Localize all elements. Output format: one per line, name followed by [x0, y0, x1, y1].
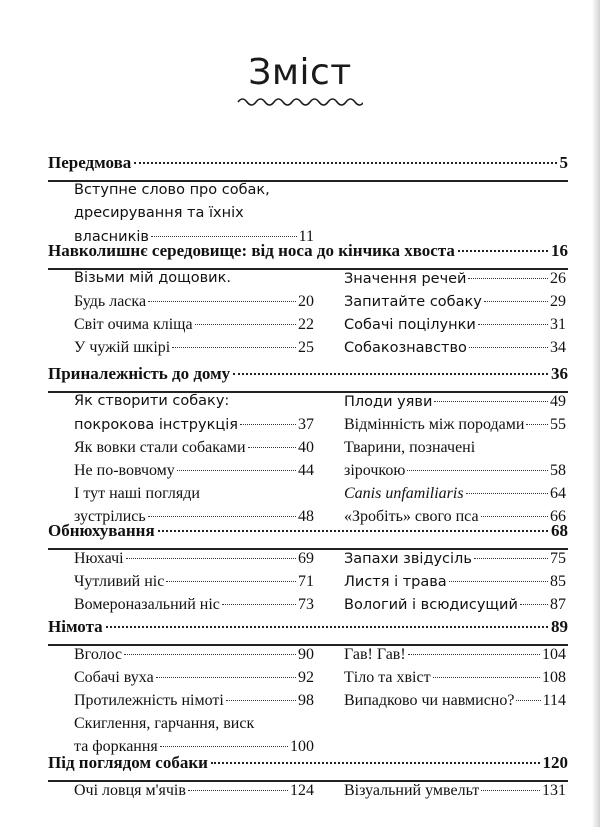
entry-title: Чутливий ніс	[74, 573, 165, 590]
dot-leader	[126, 558, 296, 559]
toc-section	[48, 364, 568, 531]
entry-page: 114	[542, 692, 566, 709]
toc-column-right	[344, 270, 566, 362]
entry-page: 49	[550, 393, 566, 410]
toc-entry[interactable]	[74, 339, 314, 362]
entry-page: 87	[550, 596, 566, 613]
toc-entry[interactable]	[74, 416, 314, 439]
entry-page: 64	[550, 485, 566, 502]
entry-page: 55	[550, 416, 566, 433]
entry-page: 98	[298, 692, 314, 709]
dot-leader	[148, 301, 296, 302]
dot-leader	[158, 530, 548, 532]
entry-title: Будь ласка	[74, 293, 147, 310]
section-page: 120	[542, 753, 568, 772]
entry-title: Не по-вовчому	[74, 462, 175, 479]
entry-title: Canis unfamiliaris	[344, 485, 464, 502]
dot-leader	[240, 424, 296, 425]
dot-leader	[449, 581, 548, 582]
entry-page: 37	[298, 416, 314, 433]
toc-section-heading[interactable]	[48, 241, 568, 267]
entry-page: 25	[298, 339, 314, 356]
toc-entry[interactable]	[344, 393, 566, 416]
dot-leader	[151, 236, 297, 237]
toc-entry	[74, 485, 314, 508]
entry-title: дресирування та їхніх	[74, 205, 244, 221]
section-title: Приналежність до дому	[48, 364, 231, 383]
toc-entry[interactable]	[344, 316, 566, 339]
entry-title: Протилежність німоті	[74, 692, 224, 709]
entry-page: 58	[550, 462, 566, 479]
toc-entry[interactable]	[344, 416, 566, 439]
entry-title: Тіло та хвіст	[344, 669, 431, 686]
toc-entry[interactable]	[74, 550, 314, 573]
page-title: Зміст	[248, 52, 352, 93]
dot-leader	[106, 626, 548, 628]
toc-section-heading[interactable]	[48, 521, 568, 547]
entry-title: Тварини, позначені	[344, 439, 476, 456]
toc-column-right	[344, 646, 566, 761]
entry-title: Візуальний умвельт	[344, 782, 480, 799]
section-page: 5	[559, 153, 568, 172]
entry-page: 85	[550, 573, 566, 590]
entry-page: 34	[550, 339, 566, 356]
entry-page: 131	[542, 782, 566, 799]
dot-leader	[434, 401, 548, 402]
toc-column-left	[74, 550, 314, 619]
toc-section	[48, 521, 568, 619]
entry-page: 26	[550, 270, 566, 287]
toc-entry[interactable]	[344, 692, 566, 715]
entry-title: Відмінність між породами	[344, 416, 525, 433]
toc-section	[48, 153, 568, 251]
toc-section-heading[interactable]	[48, 364, 568, 390]
dot-leader	[478, 324, 548, 325]
dot-leader	[134, 162, 556, 164]
entry-title: Нюхачі	[74, 550, 124, 567]
toc-column-right	[344, 782, 566, 805]
toc-section-heading[interactable]	[48, 617, 568, 643]
toc-column-left	[74, 393, 314, 531]
entry-title: І тут наші погляди	[74, 485, 200, 502]
entry-title: Значення речей	[344, 271, 467, 287]
toc-entry[interactable]	[74, 316, 314, 339]
entry-page: 92	[298, 669, 314, 686]
dot-leader	[433, 677, 540, 678]
entry-title: У чужій шкірі	[74, 339, 171, 356]
dot-leader	[211, 762, 540, 764]
dot-leader	[408, 654, 540, 655]
entry-title: Вголос	[74, 646, 123, 663]
toc-section	[48, 241, 568, 362]
toc-column-right	[344, 550, 566, 619]
dot-leader	[177, 470, 296, 471]
entry-title: зустрілись	[74, 508, 146, 525]
toc-entry	[74, 270, 314, 293]
toc-entry[interactable]	[74, 293, 314, 316]
toc-entry[interactable]	[344, 550, 566, 573]
toc-entry[interactable]	[344, 270, 566, 293]
dot-leader	[481, 790, 540, 791]
entry-page: 100	[290, 738, 314, 755]
entry-title: Візьми мій дощовик.	[74, 270, 231, 286]
dot-leader	[526, 424, 548, 425]
dot-leader	[124, 654, 296, 655]
dot-leader	[233, 373, 548, 375]
entry-title: Плоди уяви	[344, 394, 433, 410]
toc-section-heading[interactable]	[48, 753, 568, 779]
toc-entry[interactable]	[74, 573, 314, 596]
entry-page: 108	[542, 669, 566, 686]
entry-title: Скиглення, гарчання, виск	[74, 715, 255, 732]
entry-title: зірочкою	[344, 462, 406, 479]
entry-page: 66	[550, 508, 566, 525]
entry-page: 22	[298, 316, 314, 333]
dot-leader	[172, 347, 296, 348]
section-title: Навколишнє середовище: від носа до кінчика хвоста	[48, 241, 455, 260]
toc-entry[interactable]	[74, 692, 314, 715]
entry-page: 20	[298, 293, 314, 310]
dot-leader	[468, 278, 548, 279]
section-page: 36	[551, 364, 568, 383]
toc-section	[48, 617, 568, 761]
toc-entry	[74, 393, 314, 416]
section-title: Під поглядом собаки	[48, 753, 208, 772]
dot-leader	[166, 581, 296, 582]
dot-leader	[484, 301, 548, 302]
entry-title: Листя і трава	[344, 574, 447, 590]
wavy-divider	[237, 96, 363, 108]
toc-entry[interactable]	[344, 573, 566, 596]
page-edge-shadow	[592, 0, 600, 827]
dot-leader	[160, 746, 288, 747]
dot-leader	[458, 250, 548, 252]
section-title: Німота	[48, 617, 103, 636]
section-title: Обнюхування	[48, 521, 155, 540]
entry-page: 90	[298, 646, 314, 663]
toc-entry[interactable]	[344, 646, 566, 669]
entry-title: покрокова інструкція	[74, 417, 238, 433]
dot-leader	[407, 470, 548, 471]
toc-entry[interactable]	[344, 669, 566, 692]
entry-title: Як вовки стали собаками	[74, 439, 246, 456]
toc-entry[interactable]	[344, 293, 566, 316]
dot-leader	[474, 558, 548, 559]
entry-page: 71	[298, 573, 314, 590]
toc-entry[interactable]	[74, 669, 314, 692]
entry-page: 69	[298, 550, 314, 567]
entry-title: Світ очима кліща	[74, 316, 193, 333]
toc-column-left	[74, 270, 314, 362]
toc-entry[interactable]	[344, 782, 566, 805]
dot-leader	[188, 790, 288, 791]
entry-title: Очі ловця м'ячів	[74, 782, 186, 799]
entry-title: Собакознавство	[344, 340, 467, 356]
entry-page: 44	[298, 462, 314, 479]
entry-title: Запахи звідусіль	[344, 551, 472, 567]
dot-leader	[516, 700, 540, 701]
dot-leader	[248, 447, 296, 448]
entry-page: 124	[290, 782, 314, 799]
entry-title: Запитайте собаку	[344, 294, 482, 310]
section-page: 89	[551, 617, 568, 636]
toc-entry	[74, 715, 314, 738]
entry-title: власників	[74, 229, 149, 245]
dot-leader	[195, 324, 296, 325]
entry-title: Вологий і всюдисущий	[344, 597, 518, 613]
section-page: 16	[551, 241, 568, 260]
entry-page: 73	[298, 596, 314, 613]
toc-entry[interactable]	[344, 339, 566, 362]
toc-entry[interactable]	[74, 596, 314, 619]
section-title: Передмова	[48, 153, 132, 172]
dot-leader	[466, 493, 548, 494]
entry-title: Як створити собаку:	[74, 393, 230, 409]
toc-entry[interactable]	[344, 462, 566, 485]
toc-entry[interactable]	[74, 646, 314, 669]
toc-entry	[344, 439, 566, 462]
toc-entry	[74, 205, 314, 228]
entry-page: 40	[298, 439, 314, 456]
toc-section	[48, 753, 568, 805]
entry-title: Випадково чи навмисно?	[344, 692, 515, 709]
toc-entry[interactable]	[74, 439, 314, 462]
toc-column-right	[344, 393, 566, 531]
toc-section-heading[interactable]	[48, 153, 568, 179]
entry-title: Вомероназальний ніс	[74, 596, 220, 613]
dot-leader	[148, 516, 296, 517]
entry-page: 75	[550, 550, 566, 567]
toc-column-left	[74, 782, 314, 805]
toc-entry[interactable]	[344, 485, 566, 508]
entry-page: 31	[550, 316, 566, 333]
toc-column-left	[74, 646, 314, 761]
dot-leader	[222, 604, 296, 605]
entry-page: 11	[298, 228, 314, 245]
toc-entry[interactable]	[74, 782, 314, 805]
entry-title: та форкання	[74, 738, 158, 755]
dot-leader	[520, 604, 548, 605]
dot-leader	[156, 677, 296, 678]
entry-title: Собачі вуха	[74, 669, 154, 686]
entry-title: «Зробіть» свого пса	[344, 508, 479, 525]
toc-entry[interactable]	[344, 596, 566, 619]
entry-page: 48	[298, 508, 314, 525]
entry-page: 104	[542, 646, 566, 663]
entry-title: Гав! Гав!	[344, 646, 406, 663]
dot-leader	[469, 347, 548, 348]
entry-title: Собачі поцілунки	[344, 317, 476, 333]
dot-leader	[226, 700, 296, 701]
toc-entry[interactable]	[74, 462, 314, 485]
dot-leader	[481, 516, 548, 517]
toc-entry	[74, 182, 314, 205]
section-page: 68	[551, 521, 568, 540]
entry-page: 29	[550, 293, 566, 310]
entry-title: Вступне слово про собак,	[74, 182, 270, 198]
